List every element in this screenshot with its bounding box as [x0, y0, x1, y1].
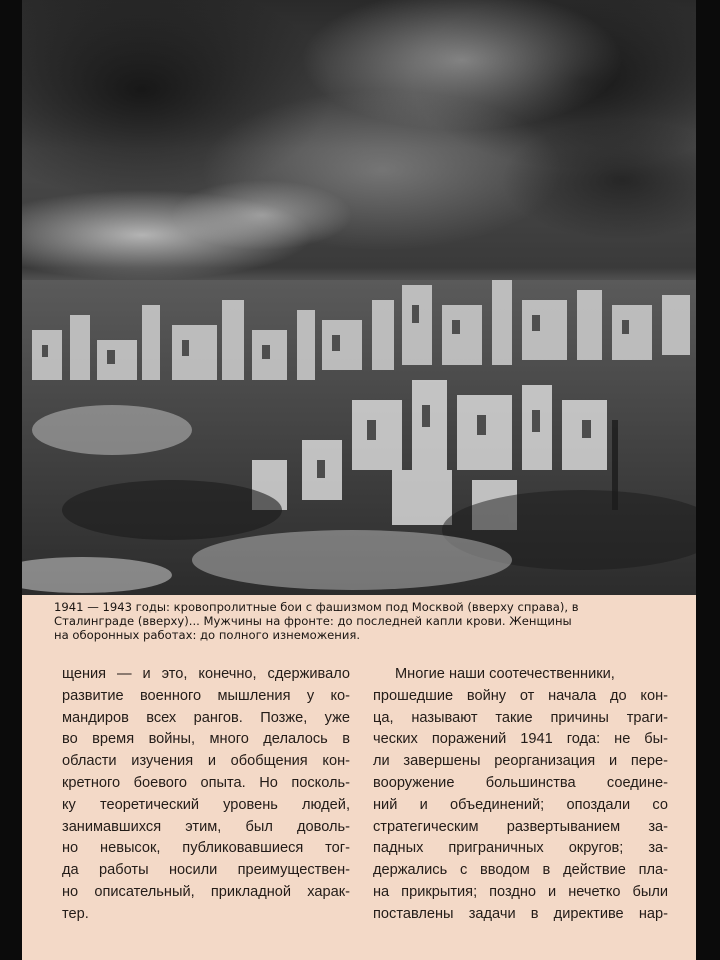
stalingrad-ruins-photo [22, 0, 696, 595]
body-line: прошедшие войну от начала до кон- [373, 687, 668, 704]
body-line: держались с вводом в действие пла- [373, 862, 668, 879]
body-line: ний и объединений; опоздали со [373, 796, 668, 813]
magazine-page [22, 0, 696, 960]
body-line: мандиров всех рангов. Позже, уже [62, 709, 350, 726]
photo-caption [54, 600, 670, 642]
caption-line: 1941 — 1943 годы: кровопролитные бои с фашизмом под Москвой (вверху справа), в [54, 600, 579, 614]
body-line: тер. [62, 905, 89, 922]
body-line: щения — и это, конечно, сдерживало [62, 666, 350, 682]
body-line: на прикрытия; поздно и нечетко были [373, 883, 668, 900]
body-line: во время войны, много делалось в [62, 731, 350, 748]
body-line: ли завершены реорганизация и пере- [373, 753, 668, 770]
body-line: стратегическим развертыванием за- [373, 818, 668, 835]
body-line: но невысок, публиковавшиеся тог- [62, 840, 350, 857]
text-column-left [62, 664, 350, 926]
body-line: да работы носили преимуществен- [62, 862, 350, 879]
caption-line: на оборонных работах: до полного изнеможения. [54, 628, 361, 642]
body-line: ку теоретический уровень людей, [62, 796, 350, 813]
body-line: но описательный, прикладной харак- [62, 883, 350, 900]
body-line: падных приграничных округов; за- [373, 840, 668, 857]
body-line: Многие наши соотечественники, [395, 666, 615, 682]
body-line: занимавшихся этим, был доволь- [62, 818, 350, 835]
body-line: ческих поражений 1941 года: не бы- [373, 731, 668, 748]
body-line: вооружение большинства соедине- [373, 774, 668, 791]
body-line: развитие военного мышления у ко- [62, 687, 350, 704]
body-line: ца, называют такие причины траги- [373, 709, 668, 726]
caption-line: Сталинграде (вверху)... Мужчины на фронте: до последней капли крови. Женщины [54, 614, 572, 628]
text-column-right [373, 664, 668, 926]
body-line: поставлены задачи в директиве нар- [373, 905, 668, 922]
body-line: области изучения и обобщения кон- [62, 753, 350, 770]
body-line: кретного боевого опыта. Но посколь- [62, 774, 350, 791]
